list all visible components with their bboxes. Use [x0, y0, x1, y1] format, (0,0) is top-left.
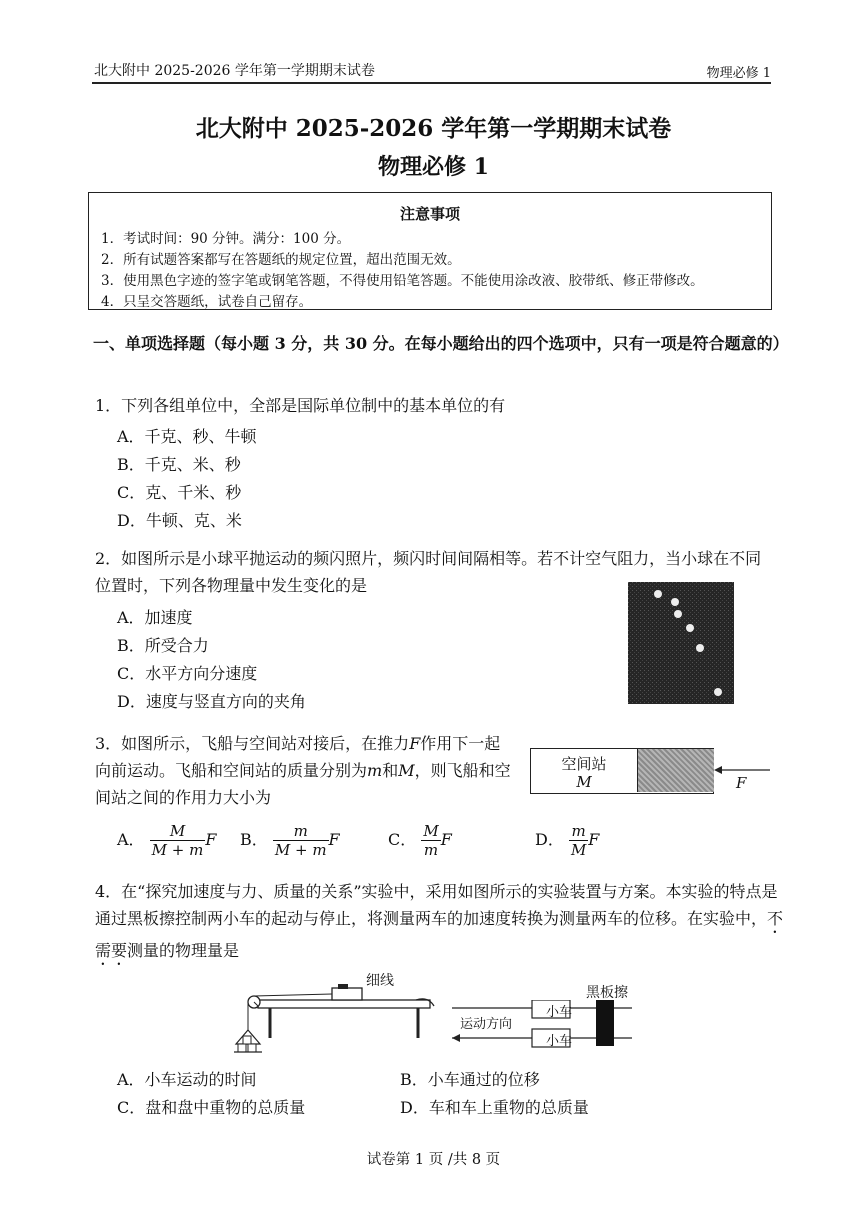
fraction: [273, 822, 329, 859]
question-2-option-d: D．速度与竖直方向的夹角: [117, 692, 306, 711]
force-symbol: F: [205, 830, 217, 849]
fraction: [421, 822, 440, 859]
option-label: B．: [240, 830, 268, 849]
string-label: 细线: [366, 973, 394, 989]
fraction: [569, 822, 588, 859]
question-3-option-d: [535, 822, 599, 859]
q4-text: 4．在“探究加速度与力、质量的关系”实验中，采用如图所示的实验装置与方案。本实验的特点是通过黑板擦控制两小车的起动与停止，将测量两车的加速度转换为测量两车的位移。在实验中，: [95, 882, 778, 928]
question-1-option-d: D．牛顿、克、米: [117, 511, 242, 530]
question-3-option-b: [240, 822, 340, 859]
force-label: F: [736, 774, 747, 792]
q3-mass-M: M: [398, 761, 415, 780]
ball-mark: [696, 644, 704, 652]
numerator: M: [150, 822, 206, 841]
numerator: M: [423, 822, 439, 840]
question-2-option-b: B．所受合力: [117, 636, 209, 655]
q3-text: ，则飞船和空间站之间的作用力大小为: [95, 761, 511, 807]
page-footer: 试卷第 1 页 /共 8 页: [366, 1152, 501, 1168]
spacecraft-figure: [530, 748, 714, 794]
apparatus-figure: [228, 970, 438, 1062]
spacecraft-block: [637, 749, 714, 792]
ball-mark: [671, 598, 679, 606]
question-2-stem: 2．如图所示是小球平抛运动的频闪照片，频闪时间间隔相等。若不计空气阻力，当小球在不同位置时，下列各物理量中发生变化的是: [95, 549, 762, 595]
strobe-photo-figure: [628, 582, 734, 704]
notice-item: 1．考试时间：90 分钟。满分：100 分。: [101, 231, 351, 247]
q3-text: 和: [382, 761, 399, 780]
option-label: C．: [388, 830, 417, 849]
question-3-option-a: [117, 822, 216, 859]
question-4-option-a: A．小车运动的时间: [117, 1070, 257, 1089]
question-4-option-c: C．盘和盘中重物的总质量: [117, 1098, 306, 1117]
notice-item: 3．使用黑色字迹的签字笔或钢笔答题，不得使用铅笔答题。不能使用涂改液、胶带纸、修正带修改。: [101, 273, 704, 289]
direction-arrowhead: [452, 1034, 460, 1042]
cart-label-bottom: 小车: [545, 1034, 572, 1049]
force-symbol: F: [588, 830, 600, 849]
page-subtitle: 物理必修 1: [378, 154, 489, 180]
notice-item: 2．所有试题答案都写在答题纸的规定位置，超出范围无效。: [101, 252, 461, 268]
track-board: [258, 1000, 430, 1008]
section-heading: 一、单项选择题（每小题 3 分，共 30 分。在每小题给出的四个选项中，只有一项是符合题意的）: [93, 334, 789, 353]
option-label: D．: [535, 830, 564, 849]
force-symbol: F: [440, 830, 452, 849]
fraction: [150, 822, 206, 859]
ball-mark: [686, 624, 694, 632]
question-2-option-c: C．水平方向分速度: [117, 664, 258, 683]
notice-item: 4．只呈交答题纸，试卷自己留存。: [101, 294, 313, 310]
photo-background: [628, 582, 734, 704]
header-rule: [92, 82, 771, 84]
q3-text: 作用下一起向前运动。飞船和空间站的质量分别为: [95, 734, 501, 780]
eraser-block: [596, 1000, 614, 1046]
eraser-label: 黑板擦: [586, 985, 628, 1001]
running-header-title: 北大附中 2025-2026 学年第一学期期末试卷: [94, 63, 375, 79]
denominator: M: [570, 841, 587, 859]
q3-mass-m: m: [367, 761, 383, 780]
question-4-option-d: D．车和车上重物的总质量: [400, 1098, 589, 1117]
question-4-option-b: B．小车通过的位移: [400, 1070, 540, 1089]
notice-title: 注意事项: [399, 205, 460, 223]
q4-text: 测量的物理量是: [127, 941, 240, 960]
page-title: 北大附中 2025-2026 学年第一学期期末试卷: [195, 115, 672, 142]
question-1-stem: 1．下列各组单位中，全部是国际单位制中的基本单位的有: [95, 396, 506, 415]
cart-label-top: 小车: [545, 1005, 572, 1020]
question-3-stem: [95, 730, 515, 811]
cart: [332, 988, 362, 1000]
numerator: m: [569, 822, 588, 841]
notice-box: [88, 192, 772, 310]
running-header-subject: 物理必修 1: [706, 66, 771, 81]
question-2-option-a: A．加速度: [117, 608, 193, 627]
direction-label: 运动方向: [460, 1017, 513, 1032]
ball-mark: [654, 590, 662, 598]
denominator: M + m: [274, 841, 327, 859]
question-1-option-c: C．克、千米、秒: [117, 483, 242, 502]
question-3-option-c: [388, 822, 452, 859]
ball-mark: [674, 610, 682, 618]
station-label: 空间站: [561, 755, 607, 773]
q3-text: 3．如图所示，飞船与空间站对接后，在推力: [95, 734, 410, 753]
string: [254, 994, 332, 996]
ball-mark: [714, 688, 722, 696]
option-label: A．: [117, 830, 145, 849]
denominator: M + m: [151, 841, 204, 859]
denominator: m: [423, 841, 439, 859]
q4-emphasis: 不需要: [95, 909, 784, 960]
station-mass-label: M: [576, 773, 592, 791]
q3-force-symbol: F: [409, 734, 421, 753]
numerator: m: [273, 822, 329, 841]
question-1-option-a: A．千克、秒、牛顿: [117, 427, 257, 446]
question-1-option-b: B．千克、米、秒: [117, 455, 241, 474]
force-symbol: F: [328, 830, 340, 849]
question-4-stem: [95, 878, 785, 969]
